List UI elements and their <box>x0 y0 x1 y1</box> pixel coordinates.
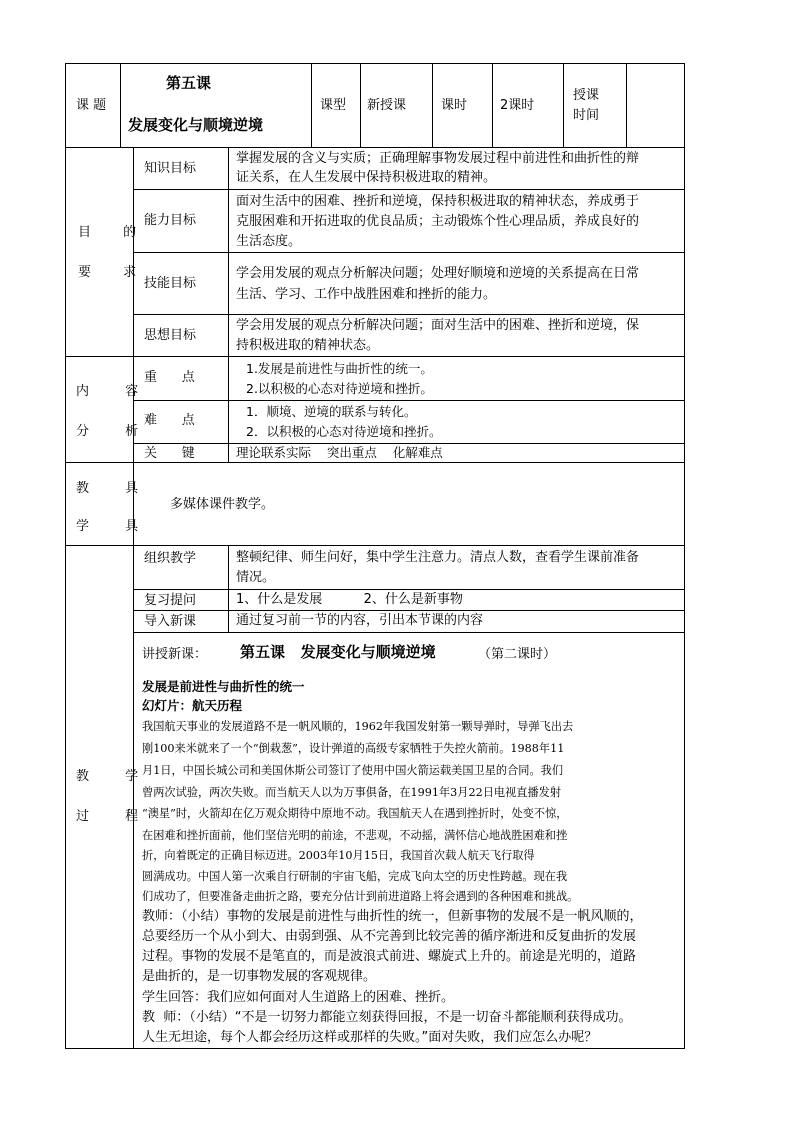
story-line-2: 刚100来米就来了一个“倒栽葱”，设计弹道的高级专家牺牲于失控火箭前。1988年11 <box>142 742 565 755</box>
story-line-9: 们成功了，但要准备走曲折之路，要充分估计到前进道路上将会遇到的各种困难和挑战。 <box>142 890 579 903</box>
objective-text-ability-3: 生活态度。 <box>236 234 302 249</box>
tools-text: 多媒体课件教学。 <box>170 497 275 512</box>
type-value: 新授课 <box>367 98 407 113</box>
time-label-line2: 时间 <box>573 108 600 123</box>
review-label: 复习提问 <box>144 593 197 608</box>
story-line-5: “澳星”时，火箭却在亿万观众期待中原地不动。我国航天人在遇到挫折时，处变不惊， <box>142 807 568 820</box>
section-heading-unity: 发展是前进性与曲折性的统一 <box>142 679 305 694</box>
crux-label: 关 键 <box>144 446 195 461</box>
hours-label: 课时 <box>441 98 468 113</box>
objective-text-skill-1: 学会用发展的观点分析解决问题；处理好顺境和逆境的关系提高在日常 <box>236 266 640 281</box>
crux-text: 理论联系实际 突出重点 化解难点 <box>236 445 443 460</box>
story-line-7: 折，向着既定的正确目标迈进。2003年10月15日，我国首次载人航天飞行取得 <box>142 849 535 862</box>
teacher-second-line-2: 人生无坦途，每个人都会经历这样或那样的失败。”面对失败，我们应怎么办呢？ <box>142 1030 598 1045</box>
key-points-label: 重 点 <box>144 370 195 385</box>
lecture-title: 第五课 发展变化与顺境逆境 <box>240 643 436 661</box>
process-section-label-2: 过 程 <box>76 809 155 824</box>
intro-text: 通过复习前一节的内容，引出本节课的内容 <box>236 613 484 628</box>
story-line-4: 曾两次试验，两次失败。而当航天人以为万事俱备，在1991年3月22日电视直播发射 <box>142 786 562 799</box>
difficult-points-label: 难 点 <box>144 413 195 428</box>
analysis-section-label-1: 内 容 <box>76 384 155 399</box>
organize-text-1: 整顿纪律、师生问好，集中学生注意力。清点人数，查看学生课前准备 <box>236 550 640 565</box>
difficult-point-2: 2．以积极的心态对待逆境和挫折。 <box>246 424 442 439</box>
type-label: 课型 <box>320 98 347 113</box>
objective-text-skill-2: 生活、学习、工作中战胜困难和挫折的能力。 <box>236 287 497 302</box>
slide-heading: 幻灯片：航天历程 <box>142 698 243 713</box>
story-line-8: 圆满成功。中国人第一次乘自行研制的宇宙飞船，完成飞向太空的历史性跨越。现在我 <box>142 870 568 883</box>
teacher-summary-line-1: 教师：（小结）事物的发展是前进性与曲折性的统一，但新事物的发展不是一帆风顺的， <box>142 909 643 924</box>
objective-text-knowledge-1: 掌握发展的含义与实质；正确理解事物发展过程中前进性和曲折性的辩 <box>236 151 640 166</box>
story-line-6: 在困难和挫折面前，他们坚信光明的前途，不悲观，不动摇，满怀信心地战胜困难和挫 <box>142 829 568 842</box>
objective-text-thought-1: 学会用发展的观点分析解决问题；面对生活中的困难、挫折和逆境，保 <box>236 318 640 333</box>
key-point-1: 1.发展是前进性与曲折性的统一。 <box>246 361 433 376</box>
objective-label-thought: 思想目标 <box>144 328 197 343</box>
teacher-summary-line-2: 总要经历一个从小到大、由弱到强、从不完善到比较完善的循序渐进和反复曲折的发展 <box>142 929 637 944</box>
process-section-label-1: 教 学 <box>76 769 155 784</box>
lesson-number: 第五课 <box>166 74 212 92</box>
lecture-suffix: （第二课时） <box>478 647 557 662</box>
objectives-section-label-2: 要 求 <box>78 265 151 280</box>
objective-text-ability-2: 克服困难和开拓进取的优良品质；主动锻炼个性心理品质，养成良好的 <box>236 214 640 229</box>
student-answer: 学生回答：我们应如何面对人生道路上的困难、挫折。 <box>142 990 455 1005</box>
review-text: 1、什么是发展 2、什么是新事物 <box>236 592 463 607</box>
teacher-second-line-1: 教 师：（小结）“不是一切努力都能立刻获得回报，不是一切奋斗都能顺利获得成功。 <box>142 1010 632 1025</box>
lecture-prefix: 讲授新课： <box>142 647 208 662</box>
key-point-2: 2.以积极的心态对待逆境和挫折。 <box>246 381 433 396</box>
objective-label-skill: 技能目标 <box>144 276 197 291</box>
objective-text-ability-1: 面对生活中的困难、挫折和逆境，保持积极进取的精神状态，养成勇于 <box>236 194 640 209</box>
teacher-summary-line-4: 是曲折的，是一切事物发展的客观规律。 <box>142 969 377 984</box>
story-line-1: 我国航天事业的发展道路不是一帆风顺的，1962年我国发射第一颗导弹时，导弹飞出去 <box>142 720 574 733</box>
story-line-3: 月1日，中国长城公司和美国休斯公司签订了使用中国火箭运载美国卫星的合同。我们 <box>142 764 564 777</box>
time-label-line1: 授课 <box>573 88 600 103</box>
organize-label: 组织教学 <box>144 551 197 566</box>
objectives-section-label-1: 目 的 <box>78 225 151 240</box>
tools-section-label-1: 教 具 <box>76 481 155 496</box>
objective-label-knowledge: 知识目标 <box>144 161 197 176</box>
objective-text-knowledge-2: 证关系，在人生发展中保持积极进取的精神。 <box>236 170 497 185</box>
intro-label: 导入新课 <box>144 614 197 629</box>
lesson-title: 发展变化与顺境逆境 <box>128 116 264 134</box>
teacher-summary-line-3: 过程。事物的发展不是笔直的，而是波浪式前进、螺旋式上升的。前途是光明的，道路 <box>142 949 637 964</box>
difficult-point-1: 1．顺境、逆境的联系与转化。 <box>246 404 417 419</box>
analysis-section-label-2: 分 析 <box>76 424 155 439</box>
objective-text-thought-2: 持积极进取的精神状态。 <box>236 338 380 353</box>
objective-label-ability: 能力目标 <box>144 213 197 228</box>
hours-value: 2课时 <box>500 98 535 113</box>
tools-section-label-2: 学 具 <box>76 519 155 534</box>
course-label: 课 题 <box>76 98 107 113</box>
organize-text-2: 情况。 <box>236 570 276 585</box>
